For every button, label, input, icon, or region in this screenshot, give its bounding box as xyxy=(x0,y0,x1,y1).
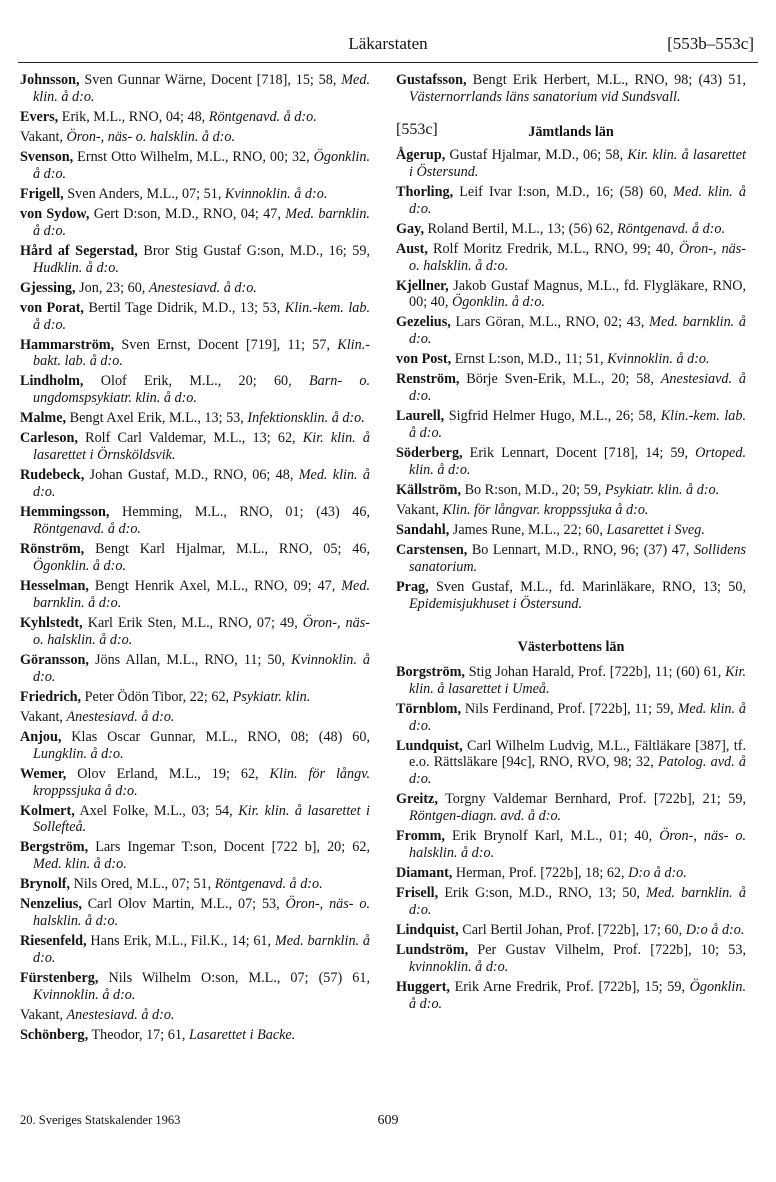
person-name: Evers, xyxy=(20,108,59,125)
institution: Med. klin. å d:o. xyxy=(33,467,370,501)
list-item xyxy=(20,206,370,240)
entry-details: Gert D:son, M.D., RNO, 04; 47, xyxy=(89,205,286,222)
institution: Med. barnklin. å d:o. xyxy=(33,933,370,967)
person-name: Rönström, xyxy=(20,541,85,558)
institution: D:o å d:o. xyxy=(628,865,687,882)
list-item xyxy=(20,1027,370,1044)
entry-details: Bengt Karl Hjalmar, M.L., RNO, 05; 46, xyxy=(84,541,370,558)
institution: Anestesiavd. å d:o. xyxy=(66,1007,175,1024)
list-item xyxy=(396,701,746,735)
institution: Klin.-kem. lab. å d:o. xyxy=(409,408,747,442)
institution: Västernorrlands läns sanatorium vid Sundsvall. xyxy=(409,88,681,105)
entry-details: Nils Ored, M.L., 07; 51, xyxy=(70,876,215,893)
person-name: Carleson, xyxy=(20,430,78,447)
institution: Med. barnklin. å d:o. xyxy=(409,314,746,348)
person-name: Riesenfeld, xyxy=(20,933,87,950)
institution: Hudklin. å d:o. xyxy=(33,259,119,276)
institution: Öron-, näs- o. halsklin. å d:o. xyxy=(409,240,746,274)
entry-details: Hans Erik, M.L., Fil.K., 14; 61, xyxy=(86,933,275,950)
person-name: von Post, xyxy=(396,351,452,368)
person-name: Gay, xyxy=(396,220,424,237)
institution: Kvinnoklin. å d:o. xyxy=(33,651,370,685)
institution: Öron-, näs- o. halsklin. å d:o. xyxy=(66,128,236,145)
person-name: Hård af Segerstad, xyxy=(20,242,138,259)
institution: Klin.-kem. lab. å d:o. xyxy=(33,299,370,333)
person-name: Lindquist, xyxy=(396,922,459,939)
entry-details: Hemming, M.L., RNO, 01; (43) 46, xyxy=(109,504,370,521)
person-name: Johnsson, xyxy=(20,72,80,88)
entry-details: James Rune, M.L., 22; 60, xyxy=(449,522,607,539)
list-item xyxy=(20,578,370,612)
institution: Röntgenavd. å d:o. xyxy=(617,220,726,237)
entry-details: Erik, M.L., RNO, 04; 48, xyxy=(58,108,209,125)
entry-details: Bror Stig Gustaf G:son, M.D., 16; 59, xyxy=(137,242,370,259)
person-name: Hesselman, xyxy=(20,577,89,594)
institution: Lasarettet i Sveg. xyxy=(606,522,705,539)
person-name: Gjessing, xyxy=(20,279,76,296)
institution: Klin. för långv. kroppssjuka å d:o. xyxy=(33,765,370,799)
entry-details: Johan Gustaf, M.D., RNO, 06; 48, xyxy=(84,467,299,484)
institution: Kir. klin. å lasarettet i Umeå. xyxy=(409,663,746,697)
person-name: von Porat, xyxy=(20,299,84,316)
entry-details: Leif Ivar I:son, M.D., 16; (58) 60, xyxy=(453,183,674,200)
institution: Ögonklin. å d:o. xyxy=(451,294,545,311)
list-item xyxy=(20,689,370,706)
entry-details: Vakant, xyxy=(396,502,443,519)
list-item xyxy=(20,109,370,126)
list-item xyxy=(396,482,746,499)
entry-details: Lars Ingemar T:son, Docent [722 b], 20; 62, xyxy=(88,839,370,856)
institution: Anestesiavd. å d:o. xyxy=(66,708,175,725)
person-name: Svenson, xyxy=(20,148,74,165)
list-item xyxy=(20,709,370,726)
list-item xyxy=(20,72,370,106)
entry-details: Vakant, xyxy=(20,128,67,145)
person-name: Fromm, xyxy=(396,828,445,845)
entry-details: Lars Göran, M.L., RNO, 02; 43, xyxy=(450,314,650,331)
person-name: Gezelius, xyxy=(396,314,451,331)
list-item xyxy=(396,314,746,348)
entry-details: Klas Oscar Gunnar, M.L., RNO, 08; (48) 60, xyxy=(61,728,370,745)
list-item xyxy=(20,337,370,371)
person-name: Kjellner, xyxy=(396,277,449,294)
entry-details: Sven Gustaf, M.L., fd. Marinläkare, RNO, 13; 50, xyxy=(428,578,746,595)
person-name: Carstensen, xyxy=(396,542,468,559)
list-item xyxy=(20,541,370,575)
entry-details: Bertil Tage Didrik, M.D., 13; 53, xyxy=(83,299,285,316)
entry-details: Karl Erik Sten, M.L., RNO, 07; 49, xyxy=(82,614,303,631)
institution: Sollidens sanatorium. xyxy=(409,542,746,575)
person-name: Nenzelius, xyxy=(20,896,82,913)
list-item xyxy=(20,766,370,800)
list-item xyxy=(20,129,370,146)
list-item xyxy=(396,147,746,181)
list-item xyxy=(20,149,370,183)
section-code: [553c] xyxy=(396,120,438,138)
person-name: Friedrich, xyxy=(20,688,82,705)
entry-details: Sven Ernst, Docent [719], 11; 57, xyxy=(114,336,338,353)
person-name: Borgström, xyxy=(396,663,465,680)
institution: Patolog. avd. å d:o. xyxy=(409,754,746,788)
list-item xyxy=(396,885,746,919)
entry-details: Herman, Prof. [722b], 18; 62, xyxy=(452,865,629,882)
entry-details: Carl Wilhelm Ludvig, M.L., Fältläkare [387], tf. e.o. Rättsläkare [94c], RNO, RVO, 98; 32, xyxy=(409,737,746,771)
footer-publication: 20. Sveriges Statskalender 1963 xyxy=(20,1113,181,1127)
person-name: Gustafsson, xyxy=(396,72,467,88)
institution: Kvinnoklin. å d:o. xyxy=(33,987,136,1004)
page-header xyxy=(18,32,758,63)
person-name: Kolmert, xyxy=(20,802,75,819)
person-name: Törnblom, xyxy=(396,700,462,717)
entry-details: Erik Arne Fredrik, Prof. [722b], 15; 59, xyxy=(449,978,690,995)
institution: Kir. klin. å lasarettet i Östersund. xyxy=(409,146,746,180)
list-item xyxy=(20,410,370,427)
list-item xyxy=(396,922,746,939)
person-name: Renström, xyxy=(396,371,460,388)
entry-details: Erik Lennart, Docent [718], 14; 59, xyxy=(462,445,696,462)
list-item xyxy=(396,408,746,442)
left-column xyxy=(20,72,370,1047)
institution: Kir. klin. å lasarettet i Örnsköldsvik. xyxy=(33,430,370,464)
list-item xyxy=(20,896,370,930)
person-name: Frigell, xyxy=(20,185,64,202)
list-item xyxy=(396,791,746,825)
institution: Klin.-bakt. lab. å d:o. xyxy=(33,336,370,370)
person-name: Bergström, xyxy=(20,839,89,856)
person-name: Diamant, xyxy=(396,865,453,882)
list-item xyxy=(20,615,370,649)
list-item xyxy=(20,186,370,203)
section-heading-vasterbotten: Västerbottens län xyxy=(517,638,625,655)
list-item xyxy=(396,942,746,976)
person-name: Källström, xyxy=(396,482,462,499)
list-item xyxy=(396,522,746,539)
list-item xyxy=(396,664,746,698)
person-name: Göransson, xyxy=(20,651,89,668)
institution: Kvinnoklin. å d:o. xyxy=(607,351,710,368)
entry-details: Olof Erik, M.L., 20; 60, xyxy=(83,373,309,390)
list-item xyxy=(20,243,370,277)
list-item xyxy=(20,280,370,297)
entry-details: Sven Anders, M.L., 07; 51, xyxy=(63,185,225,202)
institution: Röntgen-diagn. avd. å d:o. xyxy=(409,808,562,825)
section-heading-jamtland xyxy=(396,120,746,141)
person-name: Lundström, xyxy=(396,942,469,959)
institution: Med. klin. å d:o. xyxy=(33,856,127,873)
list-item xyxy=(396,351,746,368)
entry-details: Ernst L:son, M.D., 11; 51, xyxy=(451,351,608,368)
page-number: 609 xyxy=(377,1113,399,1128)
person-name: Laurell, xyxy=(396,408,445,425)
entry-details: Rolf Moritz Fredrik, M.L., RNO, 99; 40, xyxy=(427,240,679,257)
institution: Kvinnoklin. å d:o. xyxy=(224,185,328,202)
list-item xyxy=(20,300,370,334)
institution: Röntgenavd. å d:o. xyxy=(214,876,323,893)
institution: Barn- o. ungdomspsykiatr. klin. å d:o. xyxy=(33,373,370,407)
entry-details: Roland Bertil, M.L., 13; (56) 62, xyxy=(424,220,618,237)
vasterbotten-list xyxy=(396,664,746,1013)
institution: Lasarettet i Backe. xyxy=(189,1027,296,1044)
list-item xyxy=(396,184,746,218)
person-name: Thorling, xyxy=(396,183,454,200)
entry-details: Carl Olov Martin, M.L., 07; 53, xyxy=(81,896,286,913)
institution: Med. barnklin. å d:o. xyxy=(33,205,370,239)
entry-details: Axel Folke, M.L., 03; 54, xyxy=(74,802,239,819)
person-name: Greitz, xyxy=(396,791,438,808)
institution: Lungklin. å d:o. xyxy=(33,745,124,762)
entry-details: Gustaf Hjalmar, M.D., 06; 58, xyxy=(445,146,628,163)
person-name: Rudebeck, xyxy=(20,467,85,484)
institution: Klin. för långvar. kroppssjuka å d:o. xyxy=(442,502,649,519)
institution: Ögonklin. å d:o. xyxy=(409,978,746,1012)
institution: Ögonklin. å d:o. xyxy=(33,557,126,574)
person-name: Söderberg, xyxy=(396,445,463,462)
list-item xyxy=(20,373,370,407)
entry-details: Bo Lennart, M.D., RNO, 96; (37) 47, xyxy=(467,542,694,559)
list-item xyxy=(396,371,746,405)
entry-details: Börje Sven-Erik, M.L., 20; 58, xyxy=(459,371,661,388)
list-item xyxy=(20,652,370,686)
list-item xyxy=(20,467,370,501)
entry-details: Jöns Allan, M.L., RNO, 11; 50, xyxy=(88,651,292,668)
entry-details: Peter Ödön Tibor, 22; 62, xyxy=(81,688,233,705)
list-item xyxy=(20,803,370,837)
list-item xyxy=(396,738,746,789)
person-name: Prag, xyxy=(396,578,429,595)
entry-details: Jakob Gustaf Magnus, M.L., fd. Flygläkare, RNO, 00; 40, xyxy=(409,277,746,311)
entry-details: Stig Johan Harald, Prof. [722b], 11; (60) 61, xyxy=(464,663,726,680)
person-name: Hammarström, xyxy=(20,336,115,353)
person-name: Ågerup, xyxy=(396,146,446,163)
person-name: Hemmingsson, xyxy=(20,504,110,521)
institution: Med. barnklin. å d:o. xyxy=(33,577,370,611)
institution: Öron-, näs- o. halsklin. å d:o. xyxy=(409,828,746,862)
entry-details: Sven Gunnar Wärne, Docent [718], 15; 58, xyxy=(79,72,342,88)
list-item xyxy=(20,430,370,464)
institution: Ögonklin. å d:o. xyxy=(33,148,370,182)
list-item xyxy=(396,278,746,312)
list-item xyxy=(20,839,370,873)
person-name: Frisell, xyxy=(396,885,439,902)
institution: Öron-, näs- o. halsklin. å d:o. xyxy=(33,896,370,930)
list-item xyxy=(396,979,746,1013)
list-item xyxy=(20,933,370,967)
institution: Öron-, näs- o. halsklin. å d:o. xyxy=(33,614,370,648)
person-name: Lundquist, xyxy=(396,737,463,754)
institution: Röntgenavd. å d:o. xyxy=(208,108,317,125)
entry-details: Vakant, xyxy=(20,708,67,725)
list-item xyxy=(20,970,370,1004)
entry-details: Bengt Henrik Axel, M.L., RNO, 09; 47, xyxy=(88,577,342,594)
entry-details: Bo R:son, M.D., 20; 59, xyxy=(461,482,605,499)
list-item xyxy=(396,241,746,275)
institution: Med. klin. å d:o. xyxy=(409,183,746,217)
person-name: Brynolf, xyxy=(20,876,71,893)
institution: Ortoped. klin. å d:o. xyxy=(409,445,746,479)
person-name: Schönberg, xyxy=(20,1027,89,1044)
list-item xyxy=(396,542,746,576)
person-name: Fürstenberg, xyxy=(20,970,99,987)
entry-details: Bengt Axel Erik, M.L., 13; 53, xyxy=(66,410,248,427)
list-item xyxy=(396,502,746,519)
entry-details: Theodor, 17; 61, xyxy=(88,1027,190,1044)
list-item xyxy=(396,865,746,882)
person-name: Wemer, xyxy=(20,765,67,782)
institution: Röntgenavd. å d:o. xyxy=(33,521,141,538)
list-item xyxy=(396,828,746,862)
entry-details: Nils Ferdinand, Prof. [722b], 11; 59, xyxy=(461,700,678,717)
entry-details: Vakant, xyxy=(20,1007,67,1024)
institution: Kir. klin. å lasarettet i Sollefteå. xyxy=(33,802,370,836)
list-item xyxy=(396,445,746,479)
institution: Med. barnklin. å d:o. xyxy=(409,885,746,919)
institution: Psykiatr. klin. å d:o. xyxy=(604,482,720,499)
entry-details: Erik G:son, M.D., RNO, 13; 50, xyxy=(438,885,647,902)
institution: Med. klin. å d:o. xyxy=(33,72,370,105)
list-item xyxy=(396,579,746,613)
institution: Epidemisjukhuset i Östersund. xyxy=(409,595,582,612)
list-item xyxy=(396,72,746,106)
institution: Psykiatr. klin. xyxy=(232,688,311,705)
page-title: Läkarstaten xyxy=(348,34,428,53)
person-name: Malme, xyxy=(20,410,67,427)
person-name: Aust, xyxy=(396,240,428,257)
entry-details: Rolf Carl Valdemar, M.L., 13; 62, xyxy=(77,430,303,447)
entry-details: Bengt Erik Herbert, M.L., RNO, 98; (43) 51, xyxy=(466,72,746,88)
entry-details: Torgny Valdemar Bernhard, Prof. [722b], 21; 59, xyxy=(437,791,746,808)
entry-details: Nils Wilhelm O:son, M.L., 07; (57) 61, xyxy=(98,970,370,987)
entry-details: Jon, 23; 60, xyxy=(75,279,149,296)
entry-details: Olov Erland, M.L., 19; 62, xyxy=(66,765,270,782)
list-item xyxy=(20,504,370,538)
person-name: Huggert, xyxy=(396,978,450,995)
list-item xyxy=(396,221,746,238)
entry-details: Ernst Otto Wilhelm, M.L., RNO, 00; 32, xyxy=(73,148,314,165)
list-item xyxy=(20,876,370,893)
institution: kvinnoklin. å d:o. xyxy=(409,958,509,975)
institution: D:o å d:o. xyxy=(685,922,745,939)
institution: Med. klin. å d:o. xyxy=(409,700,746,734)
person-name: Sandahl, xyxy=(396,522,450,539)
entry-details: Sigfrid Helmer Hugo, M.L., 26; 58, xyxy=(444,408,661,425)
section-range: [553b–553c] xyxy=(667,34,754,53)
institution: Anestesiavd. å d:o. xyxy=(148,279,257,296)
entry-details: Carl Bertil Johan, Prof. [722b], 17; 60, xyxy=(458,922,686,939)
right-column xyxy=(396,72,746,1016)
list-item xyxy=(20,729,370,763)
entry-details: Erik Brynolf Karl, M.L., 01; 40, xyxy=(444,828,660,845)
list-item xyxy=(20,1007,370,1024)
entry-details: Per Gustav Vilhelm, Prof. [722b], 10; 53, xyxy=(468,942,746,959)
person-name: Kyhlstedt, xyxy=(20,614,83,631)
institution: Anestesiavd. å d:o. xyxy=(409,371,746,405)
jamtland-list xyxy=(396,147,746,613)
person-name: Anjou, xyxy=(20,728,62,745)
right-top-list xyxy=(396,72,746,106)
section-title: Jämtlands län xyxy=(528,123,614,140)
person-name: von Sydow, xyxy=(20,205,90,222)
institution: Infektionsklin. å d:o. xyxy=(247,410,365,427)
person-name: Lindholm, xyxy=(20,373,84,390)
